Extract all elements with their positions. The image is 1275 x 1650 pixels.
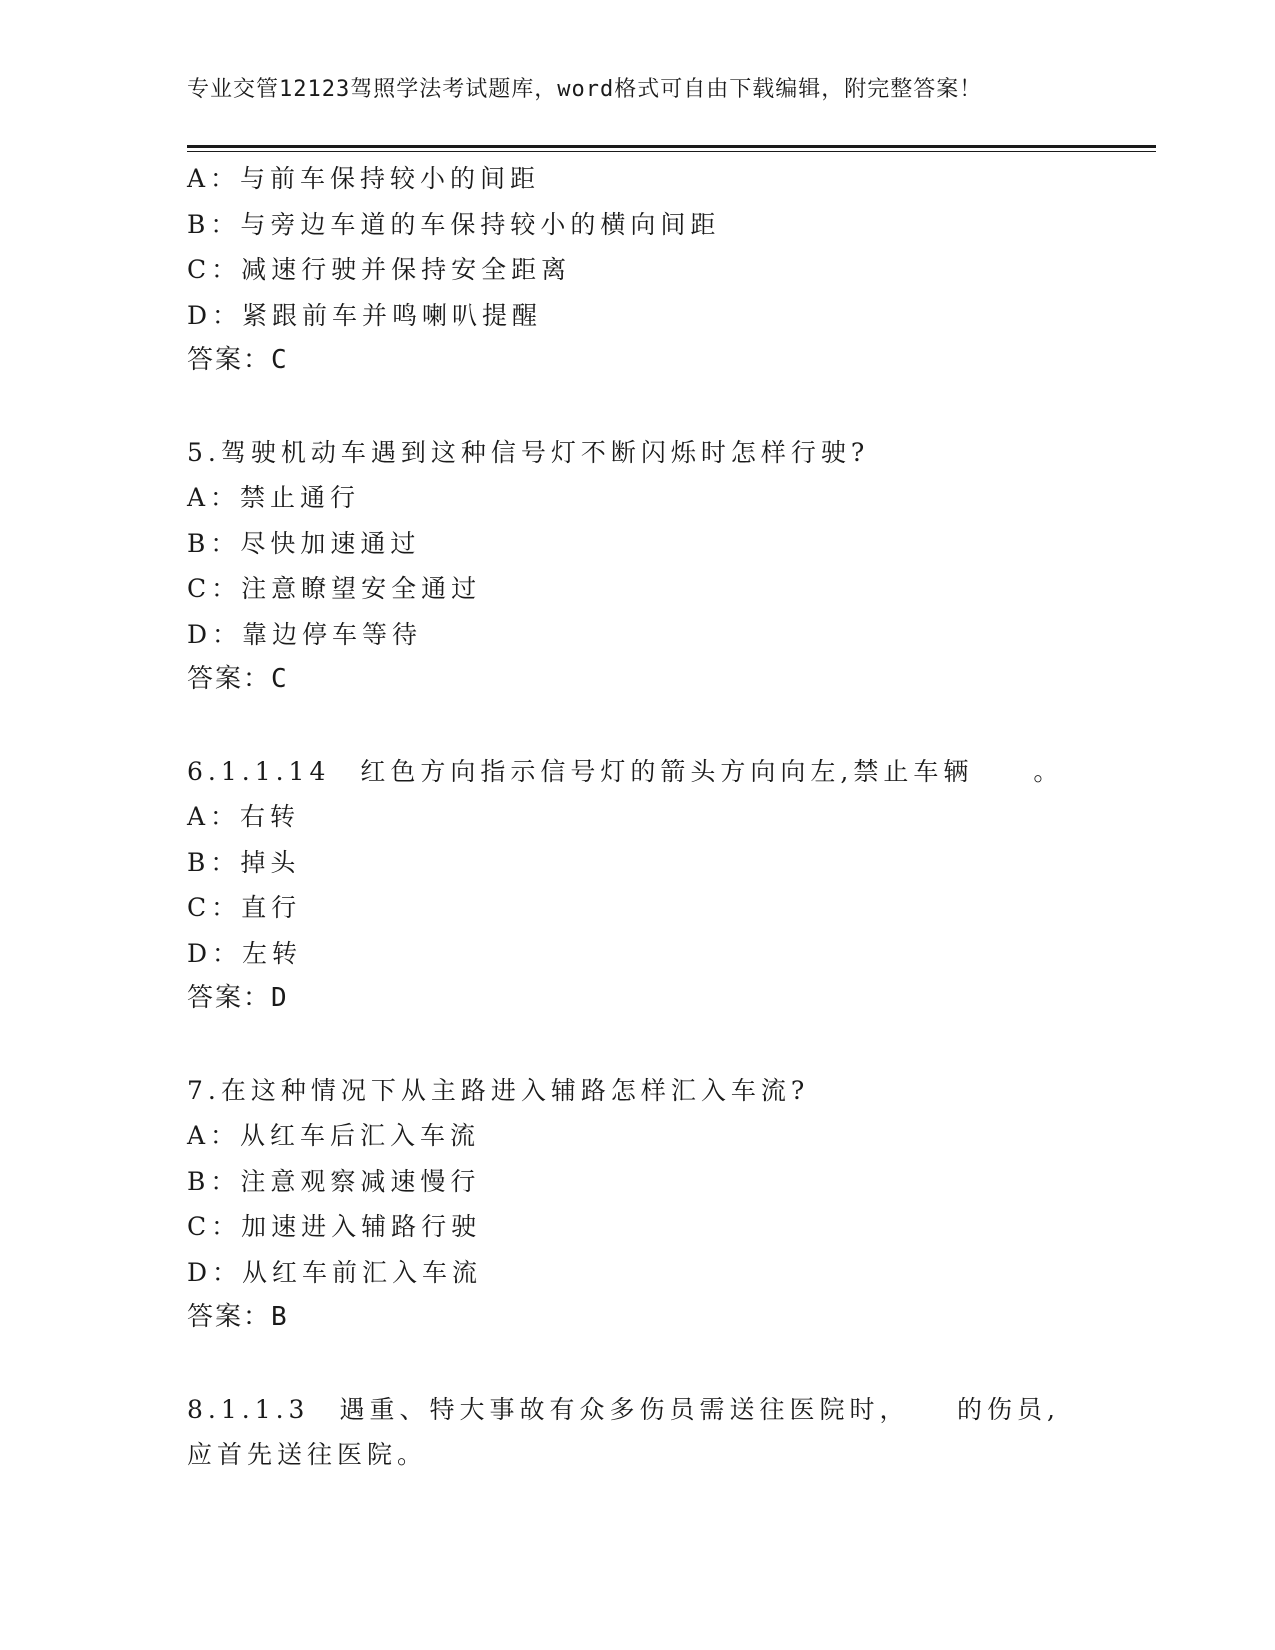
- answer-label: 答案：: [187, 983, 272, 1013]
- option-b: B：掉头: [187, 847, 301, 877]
- option-a: A：右转: [187, 802, 301, 831]
- header-divider-thick: [187, 145, 1156, 148]
- spacer: [187, 703, 1087, 749]
- option-d: D：紧跟前车并鸣喇叭提醒: [187, 300, 543, 330]
- answer-label: 答案：: [187, 1302, 272, 1332]
- question-list: [187, 156, 1087, 1478]
- answer-line: [187, 657, 1087, 703]
- spacer: [187, 1022, 1087, 1068]
- answer-line: [187, 1295, 1087, 1341]
- spacer: [187, 384, 1087, 430]
- question-block-6: [187, 749, 1087, 1022]
- option-d: D：靠边停车等待: [187, 619, 423, 649]
- option-d: D：从红车前汇入车流: [187, 1257, 483, 1287]
- question-text: 5.驾驶机动车遇到这种信号灯不断闪烁时怎样行驶?: [187, 437, 870, 467]
- answer-value: B: [271, 1302, 289, 1332]
- question-text: 8.1.1.3 遇重、特大事故有众多伤员需送往医院时， 的伤员,应首先送往医院。: [187, 1394, 1060, 1469]
- answer-value: D: [271, 983, 289, 1013]
- question-text: 6.1.1.14 红色方向指示信号灯的箭头方向向左,禁止车辆 。: [187, 756, 1064, 786]
- question-block-7: [187, 1068, 1087, 1341]
- answer-line: [187, 976, 1087, 1022]
- question-block-5: [187, 430, 1087, 703]
- option-b: B：注意观察减速慢行: [187, 1166, 481, 1196]
- option-c: C：直行: [187, 893, 302, 922]
- header-divider-thin: [187, 151, 1156, 152]
- question-block-4: [187, 156, 1087, 384]
- answer-line: [187, 338, 1087, 384]
- option-a: A：从红车后汇入车流: [187, 1121, 481, 1150]
- option-c: C：注意瞭望安全通过: [187, 574, 482, 603]
- answer-label: 答案：: [187, 345, 272, 375]
- page-header: 专业交管12123驾照学法考试题库，word格式可自由下载编辑，附完整答案！: [187, 77, 983, 102]
- option-b: B：与旁边车道的车保持较小的横向间距: [187, 209, 721, 239]
- answer-value: C: [271, 345, 289, 375]
- answer-value: C: [271, 664, 289, 694]
- option-d: D：左转: [187, 938, 303, 968]
- option-a: A：与前车保持较小的间距: [187, 164, 541, 193]
- option-c: C：加速进入辅路行驶: [187, 1212, 482, 1241]
- option-b: B：尽快加速通过: [187, 528, 421, 558]
- option-a: A：禁止通行: [187, 483, 361, 512]
- spacer: [187, 1341, 1087, 1387]
- option-c: C：减速行驶并保持安全距离: [187, 255, 572, 284]
- question-block-8: [187, 1387, 1087, 1478]
- question-text: 7.在这种情况下从主路进入辅路怎样汇入车流?: [187, 1075, 810, 1105]
- answer-label: 答案：: [187, 664, 272, 694]
